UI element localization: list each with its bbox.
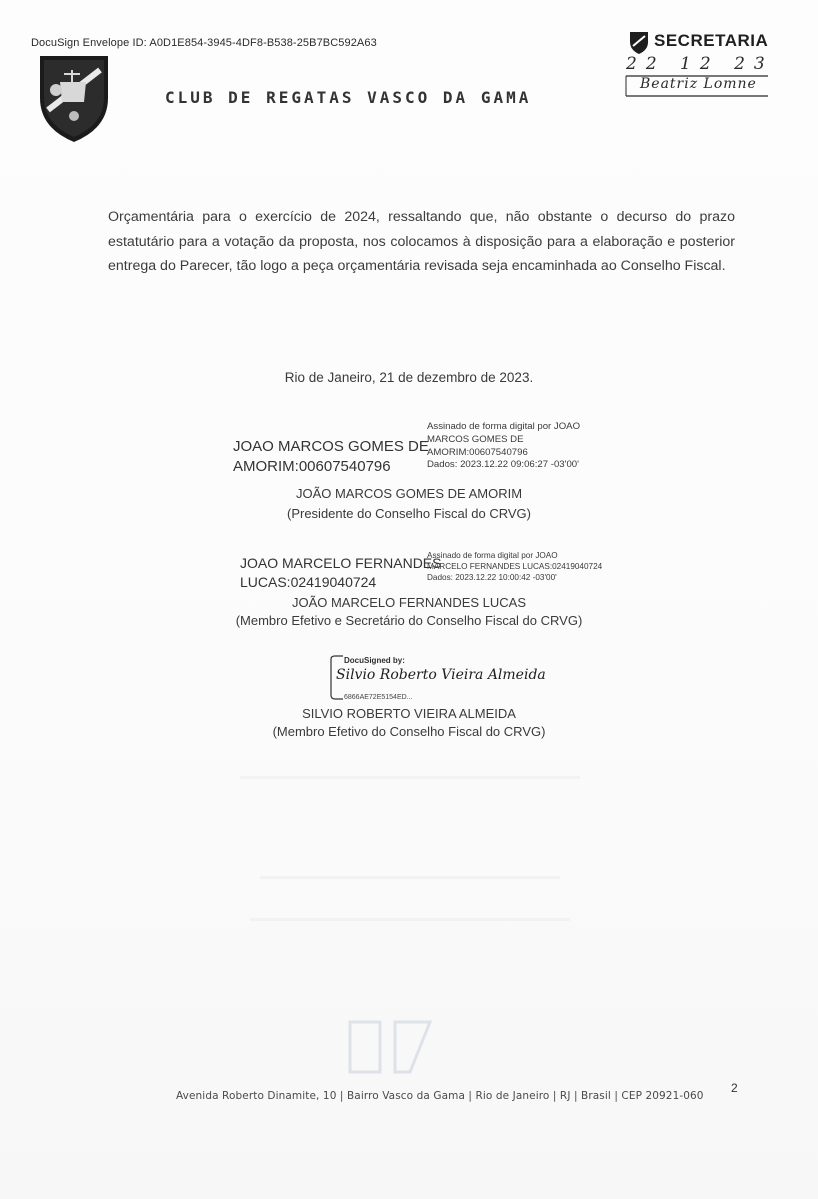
stamp-handwritten-signature: Beatriz Lomne — [640, 76, 757, 92]
digital-signature-name-line1: JOAO MARCELO FERNANDES — [240, 555, 442, 571]
signature-detail-line: Assinado de forma digital por JOAO — [427, 551, 558, 560]
docusigned-label: DocuSigned by: — [344, 656, 405, 665]
bleed-through-mark — [250, 918, 570, 921]
club-name: CLUB DE REGATAS VASCO DA GAMA — [165, 88, 532, 107]
page-number: 2 — [731, 1081, 738, 1095]
digital-signature-name-line2: AMORIM:00607540796 — [233, 458, 391, 475]
bleed-through-mark — [260, 876, 560, 879]
signer-role: (Membro Efetivo e Secretário do Conselho Fiscal do CRVG) — [235, 613, 583, 628]
signer-role: (Presidente do Conselho Fiscal do CRVG) — [287, 506, 531, 521]
signature-detail-line: Dados: 2023.12.22 09:06:27 -03'00' — [427, 459, 579, 471]
digital-signature-detail — [427, 551, 617, 583]
digital-signature-detail — [427, 421, 617, 472]
envelope-id: DocuSign Envelope ID: A0D1E854-3945-4DF8-B538-25B7BC592A63 — [31, 37, 377, 49]
signer-role: (Membro Efetivo do Conselho Fiscal do CRVG) — [272, 724, 546, 739]
date-line: Rio de Janeiro, 21 de dezembro de 2023. — [284, 370, 534, 385]
signature-detail-line: MARCELO FERNANDES LUCAS:02419040724 — [427, 561, 603, 571]
digital-signature-name-line1: JOAO MARCOS GOMES DE — [233, 438, 429, 455]
bleed-through-mark — [240, 776, 580, 779]
signer-printed-name: SILVIO ROBERTO VIEIRA ALMEIDA — [302, 706, 516, 721]
signer-printed-name: JOÃO MARCOS GOMES DE AMORIM — [295, 486, 523, 501]
watermark-logo — [340, 1012, 440, 1082]
digital-signature-name — [240, 554, 441, 592]
docusign-id: 6866AE72E5154ED... — [344, 694, 413, 701]
signature-detail-line: Assinado de forma digital por JOAO — [427, 421, 581, 432]
footer-address: Avenida Roberto Dinamite, 10 | Bairro Vasco da Gama | Rio de Janeiro | RJ | Brasil | CEP 20921-060 — [176, 1090, 704, 1102]
stamp-date: 22 12 23 — [626, 54, 774, 74]
digital-signature-name — [233, 437, 429, 477]
stamp-title: SECRETARIA — [654, 31, 769, 50]
digital-signature-name-line2: LUCAS:02419040724 — [240, 574, 377, 590]
handwritten-signature: Silvio Roberto Vieira Almeida — [336, 667, 546, 683]
signature-detail-line: Dados: 2023.12.22 10:00:42 -03'00' — [427, 572, 557, 582]
body-paragraph: Orçamentária para o exercício de 2024, ressaltando que, não obstante o decurso do prazo estatutário para a votação da proposta, nos colocamos à disposição para a elaboração e posterior entrega do Parecer, tão logo a peça orçamentária revisada seja encaminhada ao Conselho Fiscal. — [108, 209, 735, 275]
signer-printed-name: JOÃO MARCELO FERNANDES LUCAS — [291, 595, 527, 610]
signature-detail-line: MARCOS GOMES DE — [427, 433, 524, 445]
club-crest-logo — [38, 52, 110, 144]
signature-detail-line: AMORIM:00607540796 — [427, 446, 528, 458]
